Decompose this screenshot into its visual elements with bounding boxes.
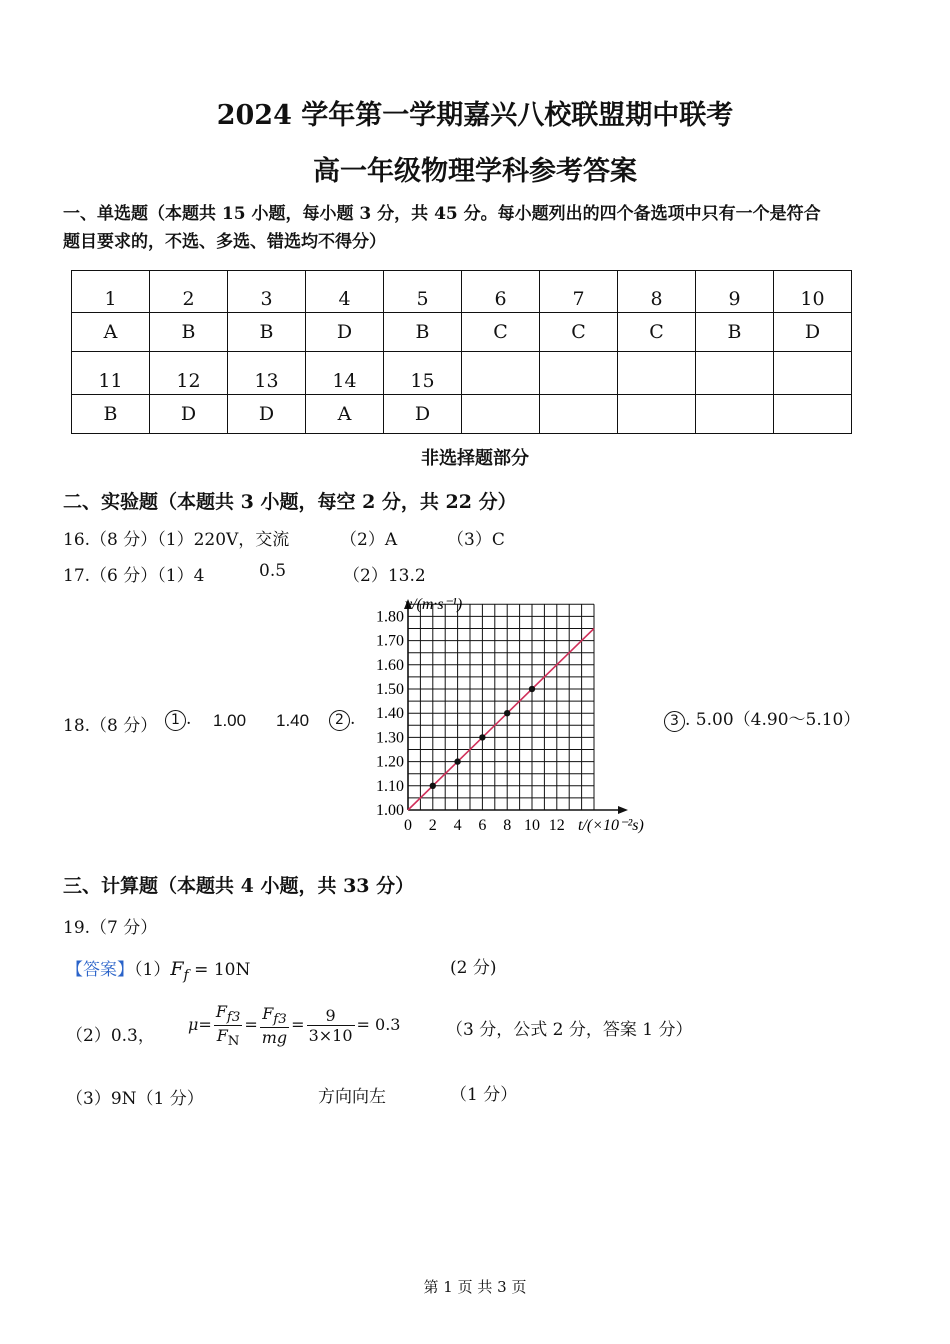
q19-part3: （3）9N（1 分） xyxy=(66,1089,204,1109)
non-choice-title: 非选择题部分 xyxy=(421,448,529,469)
q19-p1-prefix: （1） xyxy=(134,960,171,980)
q19-part1 xyxy=(66,955,250,983)
frac1-den-sub: N xyxy=(227,1034,240,1050)
circled-1-icon: 1 xyxy=(165,710,186,731)
y-tick-label: 1.00 xyxy=(376,802,404,819)
question-number-cell: 3 xyxy=(228,271,306,313)
answer-cell xyxy=(774,394,852,433)
question-number-cell: 14 xyxy=(306,352,384,394)
x-tick-label: 6 xyxy=(478,817,487,834)
answer-number-row xyxy=(72,271,852,313)
data-point xyxy=(479,734,485,740)
answer-cell: D xyxy=(150,394,228,433)
page-footer: 第 1 页 共 3 页 xyxy=(423,1278,527,1296)
q19-label: 19.（7 分） xyxy=(63,918,158,938)
q18-mark2-suffix: . xyxy=(350,709,356,729)
q18-answer3: . 5.00（4.90～5.10） xyxy=(685,710,861,730)
x-tick-label: 10 xyxy=(524,817,540,834)
fit-line xyxy=(408,629,594,811)
fraction-2 xyxy=(260,1004,289,1047)
answer-letter-row xyxy=(72,394,852,433)
y-tick-label: 1.40 xyxy=(376,705,404,723)
answer-cell: D xyxy=(384,394,462,433)
x-axis-label: t/(×10⁻²s) xyxy=(578,817,644,834)
question-number-cell xyxy=(540,352,618,394)
answer-cell: D xyxy=(306,313,384,352)
x-tick-label: 0 xyxy=(404,817,412,834)
q17-answer: 17.（6 分）（1）4 xyxy=(63,566,205,586)
data-point xyxy=(454,758,460,764)
question-number-cell xyxy=(618,352,696,394)
question-number-cell: 2 xyxy=(150,271,228,313)
answer-cell: B xyxy=(228,313,306,352)
answer-cell xyxy=(696,394,774,433)
friction-symbol: F xyxy=(170,958,184,980)
section1-heading-line1: 一、单选题（本题共 15 小题，每小题 3 分，共 45 分。每小题列出的四个备选项中只有一个是符合 xyxy=(63,204,821,224)
frac3-num: 9 xyxy=(307,1006,355,1026)
frac3-den: 3×10 xyxy=(308,1026,353,1046)
q16-part3: （3）C xyxy=(447,530,505,550)
answer-cell: C xyxy=(540,313,618,352)
q18-answer2: 1.40 xyxy=(276,711,310,730)
answer-cell: D xyxy=(228,394,306,433)
section1-heading-line2: 题目要求的，不选、多选、错选均不得分） xyxy=(63,232,386,252)
q18-mark1-suffix: . xyxy=(186,709,192,729)
q18-mark3 xyxy=(664,705,860,732)
y-tick-label: 1.30 xyxy=(376,729,404,747)
fraction-1 xyxy=(214,1002,243,1049)
x-axis-arrow-icon xyxy=(618,806,628,814)
question-number-cell: 9 xyxy=(696,271,774,313)
answer-cell: C xyxy=(618,313,696,352)
q16-part2: （2）A xyxy=(340,530,398,550)
q18-mark2 xyxy=(329,709,355,731)
q19-p1-value: = 10N xyxy=(188,960,251,980)
question-number-cell xyxy=(462,352,540,394)
question-number-cell: 12 xyxy=(150,352,228,394)
data-point xyxy=(430,783,436,789)
circled-2-icon: 2 xyxy=(329,710,350,731)
q18-mark1 xyxy=(165,709,191,731)
chart-marks xyxy=(408,629,594,811)
q18-answer1: 1.00 xyxy=(213,711,247,730)
answer-letter-row xyxy=(72,313,852,352)
y-axis-label: v/(m·s⁻¹) xyxy=(405,596,463,613)
question-number-cell: 5 xyxy=(384,271,462,313)
question-number-cell: 6 xyxy=(462,271,540,313)
q17-part2: （2）13.2 xyxy=(343,566,426,586)
frac2-num: F xyxy=(262,1004,274,1024)
circled-3-icon: 3 xyxy=(664,711,685,732)
y-tick-label: 1.70 xyxy=(376,632,404,650)
answer-cell xyxy=(618,394,696,433)
x-tick-label: 4 xyxy=(453,817,462,834)
answer-cell xyxy=(462,394,540,433)
q19-formula xyxy=(188,1002,400,1049)
answer-cell: B xyxy=(72,394,150,433)
y-tick-label: 1.20 xyxy=(376,753,404,771)
q18-label: 18.（8 分） xyxy=(63,716,158,736)
q19-p1-score: (2 分) xyxy=(450,958,497,978)
q19-p3-score: （1 分） xyxy=(450,1085,518,1105)
equals-2: = xyxy=(244,1015,258,1035)
y-tick-label: 1.60 xyxy=(376,656,404,674)
question-number-cell: 13 xyxy=(228,352,306,394)
page-subtitle: 高一年级物理学科参考答案 xyxy=(313,156,637,187)
question-number-cell: 8 xyxy=(618,271,696,313)
mu-symbol: μ xyxy=(188,1015,199,1035)
fraction-3 xyxy=(307,1006,355,1045)
equals-3: = xyxy=(291,1015,305,1035)
answer-table xyxy=(71,270,852,434)
data-point xyxy=(504,710,510,716)
section2-heading: 二、实验题（本题共 3 小题，每空 2 分，共 22 分） xyxy=(63,491,517,513)
y-tick-label: 1.50 xyxy=(376,681,404,698)
velocity-time-chart xyxy=(360,595,660,840)
question-number-cell: 7 xyxy=(540,271,618,313)
question-number-cell: 15 xyxy=(384,352,462,394)
answer-cell: B xyxy=(150,313,228,352)
x-tick-label: 8 xyxy=(503,817,512,834)
data-point xyxy=(529,686,535,692)
answer-tag: 【答案】 xyxy=(66,960,134,980)
q19-p3-direction: 方向向左 xyxy=(318,1087,386,1107)
frac1-den: F xyxy=(216,1026,228,1046)
q19-p2-score: （3 分，公式 2 分，答案 1 分） xyxy=(446,1020,693,1040)
chart-grid xyxy=(408,604,594,810)
equals-1: = xyxy=(198,1015,212,1035)
q16-answer: 16.（8 分）（1）220V，交流 xyxy=(63,530,290,550)
answer-cell xyxy=(540,394,618,433)
formula-result: = 0.3 xyxy=(356,1015,401,1035)
question-number-cell: 10 xyxy=(774,271,852,313)
frac1-num: F xyxy=(215,1002,227,1021)
page-title: 2024 学年第一学期嘉兴八校联盟期中联考 xyxy=(216,100,734,131)
friction-subscript: f xyxy=(183,967,189,984)
answer-cell: D xyxy=(774,313,852,352)
answer-cell: B xyxy=(384,313,462,352)
frac1-num-sub: f3 xyxy=(226,1010,241,1026)
q19-p2-prefix: （2）0.3， xyxy=(66,1026,155,1046)
answer-cell: B xyxy=(696,313,774,352)
frac2-num-sub: f3 xyxy=(273,1012,287,1028)
answer-cell: C xyxy=(462,313,540,352)
x-tick-label: 2 xyxy=(428,817,437,834)
answer-cell: A xyxy=(72,313,150,352)
section3-heading: 三、计算题（本题共 4 小题，共 33 分） xyxy=(63,875,415,897)
question-number-cell: 1 xyxy=(72,271,150,313)
question-number-cell xyxy=(696,352,774,394)
question-number-cell: 4 xyxy=(306,271,384,313)
frac2-den: mg xyxy=(261,1028,288,1048)
y-tick-label: 1.10 xyxy=(376,777,404,795)
y-tick-label: 1.80 xyxy=(376,608,404,626)
answer-number-row xyxy=(72,352,852,394)
question-number-cell: 11 xyxy=(72,352,150,394)
question-number-cell xyxy=(774,352,852,394)
x-tick-label: 12 xyxy=(548,817,565,834)
answer-cell: A xyxy=(306,394,384,433)
q17-part1b: 0.5 xyxy=(259,561,287,581)
